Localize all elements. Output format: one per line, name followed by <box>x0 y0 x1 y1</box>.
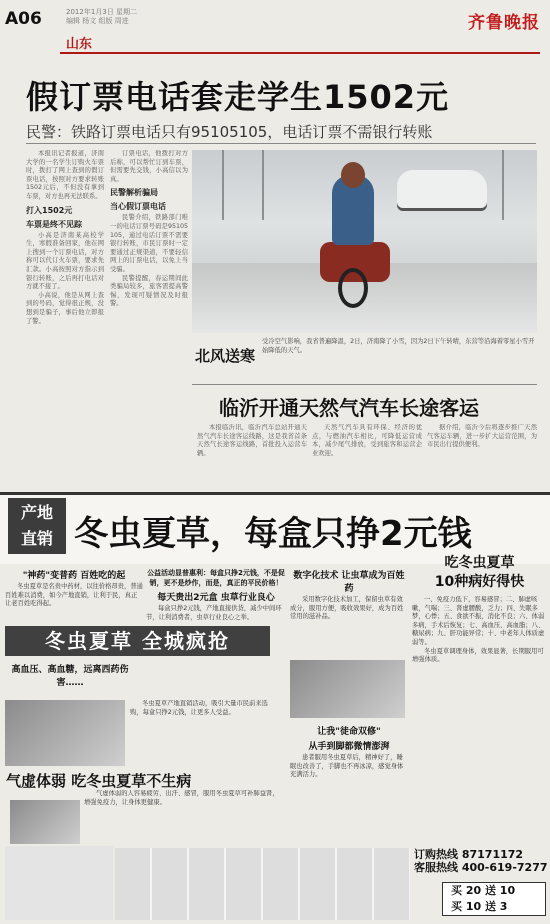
ad-center-bottom-title-1: 让我"徒命双修" <box>317 727 381 737</box>
photo-caption: 受冷空气影响，我省普遍降温，2日，济南降了小雪，因为2日下午转晴，东营等沿海着零星小雪开始降低的天气。 <box>262 338 535 354</box>
photo-car <box>397 170 487 208</box>
page-header <box>0 0 550 62</box>
ad-column-right-mid: 数字化技术 让虫草成为百姓药 采用数字化技术加工，保留虫草有效成分，服用方便，吸收效果好，成为百姓常用的滋补品。 <box>290 566 408 662</box>
newspaper-logo: 齐鲁晚报 <box>468 13 540 33</box>
section-title-1: 打入1502元 <box>26 205 73 215</box>
section-title-3: 民警解析骗局 <box>110 188 158 198</box>
article2-column-1: 本报临沂讯，临沂汽车总站开通天然气汽车长途客运线路，这是我省首条天然气长途客运线路，首批投入运营车辆。 <box>197 424 307 457</box>
ad-badge-line2: 直销 <box>20 529 53 548</box>
ad-right-title-line2: 10种病好得快 <box>434 574 525 590</box>
ad-promo-box <box>442 882 546 916</box>
ad-center-bottom-title-2: 从手到脚都微情澎湃 <box>308 742 390 752</box>
ad-banner: 冬虫夏草 全城疯抢 <box>5 626 270 656</box>
ad-column-center-bottom: 让我"徒命双修" 从手到脚都微情澎湃 患者服用冬虫夏草后，精神好了，睡眠也改善了，手脚也不再冰凉，感觉身体充满活力。 <box>290 722 408 842</box>
ad-banner-sub <box>5 660 135 694</box>
ad-column-left-bottom: 气虚体弱的人容易疲劳、出汗、感冒，服用冬虫夏草可补肺益肾，增强免疫力，让身体更健康。 <box>84 790 279 806</box>
ad-column-left: "神药"变普药 百姓吃的起 冬虫夏草是名贵中药材，以往价格昂贵，普通百姓难以消费，如今产地直销，让利于民，真正让老百姓吃得起。 <box>5 566 143 626</box>
ad-right-title-line1: 吃冬虫夏草 <box>444 555 515 571</box>
photo-tree <box>222 150 224 220</box>
article2-rule <box>192 384 537 385</box>
ad-column-lower-middle: 冬虫夏草产地直销活动，吸引大量市民前来选购，每盒只挣2元钱，让更多人受益。 <box>130 700 268 716</box>
photo-caption-title: 北风送寒 <box>195 347 256 365</box>
ad-badge <box>8 498 66 554</box>
ad-left-title: "神药"变普药 百姓吃的起 <box>22 571 126 581</box>
ad-badge-line1: 产地 <box>20 503 53 522</box>
article2-column-2: 天然气汽车具有环保、经济的优点，与燃油汽车相比，可降低运营成本，减少尾气排放，受到旅客和运营企业欢迎。 <box>312 424 422 457</box>
article-column-1: 本报讯记者报道，济南大学的一名学生订购火车票时，拨打了网上查到的假订票电话，按照对方要求转账1502元后，不但没有拿到车票，对方也再无法联系。 打入1502元 车票是终不见踪 小高是济南某高校学生，寒假准备回家，他在网上搜到一个订票电话，对方称可以代订火车票，要求先汇款。小高按照对方指示到银行转账，之后再打电话对方就不接了。 小高说，他是从网上查到的号码，觉得很正规，没想到是骗子，事后他立即报了警。 <box>26 150 104 325</box>
section-title-2: 车票是终不见踪 <box>26 219 82 229</box>
photo-tree <box>262 150 264 220</box>
ad-headline: 冬虫夏草，每盒只挣2元钱 <box>74 514 472 554</box>
main-subhead: 民警：铁路订票电话只有95105105，电话订票不需银行转账 <box>26 123 433 141</box>
ad-phone-block <box>414 848 548 874</box>
section-name: 山东 <box>66 37 93 52</box>
headline-rule <box>26 143 536 144</box>
article2-column-3: 据介绍，临沂今后将逐步推广天然气客运车辆，进一步扩大运营范围，为市民出行提供便利。 <box>427 424 537 449</box>
ad-right-title <box>412 554 547 592</box>
article2-headline: 临沂开通天然气汽车长途客运 <box>219 396 479 420</box>
photo-tree <box>502 150 504 220</box>
ad-photo-people <box>290 660 405 718</box>
ad-left-bottom-title: 气虚体弱 吃冬虫夏草不生病 <box>6 772 192 790</box>
photo-wheel <box>338 268 368 308</box>
section-title-4: 当心假订票电话 <box>110 202 166 212</box>
page-number: A06 <box>5 9 42 29</box>
section-divider <box>60 52 540 54</box>
ad-store-grid <box>115 848 410 920</box>
news-photo <box>192 150 537 333</box>
ad-column-middle: 公益活动显普惠利：每盒只挣2元钱，不是促销，更不是炒作，而是，真正的平民价格！ 每天贵出2元盒 虫草行业良心 每盒只挣2元钱，产地直接供货，减少中间环节，让利消费者，虫草行业良心之举。 <box>146 569 285 621</box>
main-headline: 假订票电话套走学生1502元 <box>26 78 450 116</box>
ad-phone-line1: 订购热线 87171172 <box>414 848 524 861</box>
ad-photo-couple <box>10 800 80 844</box>
photo-rider-head <box>341 162 365 188</box>
ad-banner-sub-title: 高血压、高血糖，远离西药伤害…… <box>11 665 129 688</box>
date-line: 2012年1月3日 星期二 <box>66 8 137 16</box>
ad-middle-subtitle: 每天贵出2元盒 虫草行业良心 <box>157 593 275 603</box>
ad-column-far-right: 一、免疫力低下，容易感冒；二、肺虚咳嗽，气喘；三、肾虚腰酸，乏力；四、失眠多梦，心悸；五、食欲不振，消化不良；六、体弱多病，手术后恢复；七、高血压、高血脂；八、糖尿病；九、肝功能异常；十、中老年人体质虚弱等。 冬虫夏草调理身体，效果显著，长期服用可增强体质。 <box>412 596 545 664</box>
ad-right-mid-title: 数字化技术 让虫草成为百姓药 <box>293 571 405 594</box>
ad-phone-line2: 客服热线 400-619-7277 <box>414 861 548 874</box>
ad-store-list <box>5 846 113 920</box>
ad-promo-line2: 买 10 送 3 <box>451 900 508 913</box>
ad-middle-title: 公益活动显普惠利：每盒只挣2元钱，不是促销，更不是炒作，而是，真正的平民价格！ <box>147 569 285 587</box>
article-column-2: 订票电话，他拨打对方后称，可以帮忙订到车票，但需要先交钱，小高信以为真。 民警解析骗局 当心假订票电话 民警介绍，铁路部门唯一的电话订票号码是95105105，通过电话订票不需要银行转账，市民订票时一定要通过正规渠道，不要轻信网上的订票电话，以免上当受骗。 民警提醒，春运期间此类骗局较多，旅客需提高警惕，发现可疑情况及时报警。 <box>110 150 188 308</box>
ad-promo-line1: 买 20 送 10 <box>451 884 516 897</box>
editor-line: 编辑 杨文 组版 周进 <box>66 17 129 25</box>
ad-photo-crowd <box>5 700 125 766</box>
date-block <box>66 8 137 26</box>
